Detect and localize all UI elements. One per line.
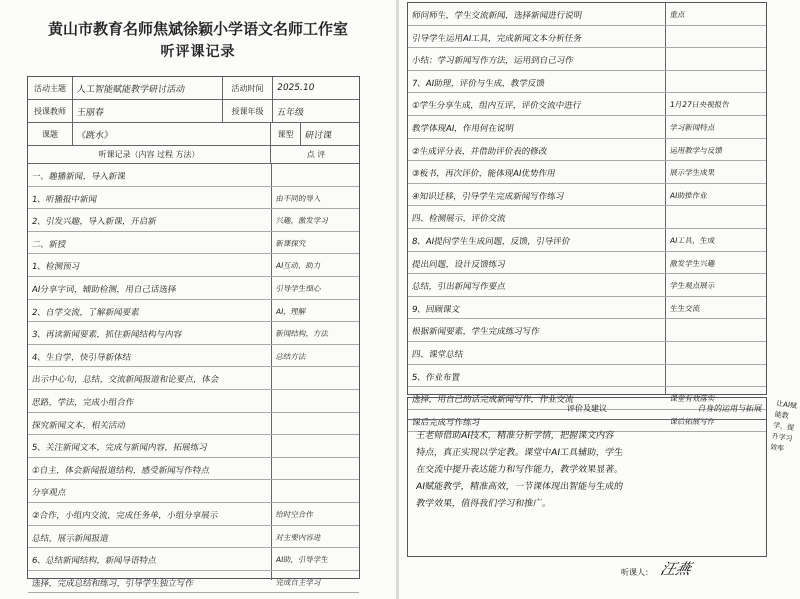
note-line	[28, 458, 359, 481]
form-title: 听评课记录	[160, 44, 236, 60]
note-line	[28, 300, 359, 323]
note-comment: AI互动，助力	[275, 261, 322, 271]
note-line	[28, 277, 359, 300]
note-text: 选择，用自己的话完成新闻写作，作业交流	[411, 395, 575, 406]
value-teacher: 王丽春	[76, 107, 105, 118]
note-text: 总结，展示新闻报道	[31, 533, 110, 544]
note-comment: 兴趣，激发学习	[275, 216, 330, 226]
eval-line: 在交流中提升表达能力和写作能力，教学效果显著。	[415, 465, 624, 475]
note-text: 根据新闻要素，学生完成练习写作	[411, 327, 541, 338]
note-text: 二、新授	[31, 239, 67, 250]
note-text: 5、作业布置	[411, 372, 461, 383]
right-page	[399, 0, 800, 599]
note-comment: 激发学生兴趣	[669, 258, 716, 268]
note-line	[28, 232, 359, 255]
notes-area	[28, 164, 359, 589]
note-line	[28, 413, 359, 436]
note-text: 小结：学习新闻写作方法，运用到自己习作	[411, 56, 575, 67]
note-line	[408, 342, 766, 365]
note-comment: 运用教学与反馈	[669, 145, 724, 155]
note-text: 思路，学法，完成小组合作	[31, 397, 135, 408]
note-comment: 新课探究	[275, 238, 307, 248]
label-lesson: 课题	[28, 123, 73, 145]
value-time-cell	[273, 77, 361, 99]
value-grade: 五年级	[276, 107, 305, 118]
note-line	[408, 93, 766, 116]
note-comment: AI工具，生成	[669, 235, 716, 245]
value-lesson-cell	[73, 123, 271, 145]
row-lesson	[28, 123, 359, 146]
note-comment: 由不同的导入	[275, 193, 322, 203]
note-text: 探究新闻文本，相关活动	[31, 420, 127, 431]
note-line	[408, 229, 766, 252]
note-text: AI分享字词，辅助检测，用自己话选择	[31, 284, 177, 295]
note-text: 一、趣播新闻，导入新课	[31, 172, 127, 182]
note-text: 2、引发兴趣，导入新课，开启新	[31, 217, 157, 228]
note-text: 4、生自学，快引导新体结	[31, 352, 132, 363]
value-teacher-cell	[73, 100, 223, 122]
left-notes-list	[28, 164, 359, 593]
label-teacher: 授课教师	[28, 100, 73, 122]
note-line	[28, 503, 359, 526]
label-type: 课型	[271, 123, 301, 145]
note-comment: 重点	[669, 10, 686, 19]
note-comment: 给时空合作	[275, 509, 315, 519]
note-text: 分享观点	[31, 488, 67, 499]
note-comment: 学习新闻特点	[669, 122, 716, 132]
note-comment: 完成自主学习	[275, 577, 322, 587]
label-grade: 授课年级	[223, 100, 273, 122]
note-line	[28, 548, 359, 571]
value-type-cell	[301, 123, 361, 145]
row-record-headers	[28, 146, 359, 164]
note-text: 课后完成写作练习	[411, 417, 481, 428]
note-text: 总结，引出新闻写作要点	[411, 282, 507, 293]
evaluation-box	[407, 397, 767, 557]
right-notes-list	[408, 3, 766, 432]
note-line	[408, 71, 766, 94]
value-type: 研讨课	[304, 130, 333, 141]
note-text: 8、AI提问学生生成问题，反馈，引导评价	[411, 236, 571, 247]
listener-label: 听课人：	[621, 568, 653, 577]
note-comment: AI，理解	[275, 306, 307, 316]
note-text: 提出问题，设计反馈练习	[411, 259, 507, 270]
eval-line: AI赋能教学，精准高效，一节课体现出智能与生成的	[415, 482, 624, 492]
row-topic	[28, 77, 359, 100]
note-comment: 课堂有效落实	[669, 394, 716, 404]
note-comment: 课后拓展写作	[669, 416, 716, 426]
note-text: 1、检测预习	[31, 262, 81, 273]
note-line	[408, 319, 766, 342]
eval-line: 王老师借助AI技术，精准分析学情，把握课文内容	[415, 431, 615, 441]
note-text: ①自主，体会新闻报道结构，感受新闻写作特点	[31, 465, 211, 476]
left-page	[0, 0, 396, 599]
org-title: 黄山市教育名师焦斌徐颖小学语文名师工作室	[47, 20, 348, 38]
value-grade-cell	[273, 100, 361, 122]
note-comment: 1月27日央视报告	[669, 100, 730, 110]
note-text: ③板书，再次评价，能体现AI优势作用	[411, 169, 557, 180]
note-line	[28, 435, 359, 458]
note-line	[408, 139, 766, 162]
note-line	[28, 480, 359, 503]
value-time: 2025.10	[276, 83, 315, 93]
note-comment: AI助，引导学生	[275, 555, 329, 565]
note-comment: 对主要内容进	[275, 532, 322, 542]
note-line	[408, 3, 766, 26]
note-line	[408, 48, 766, 71]
value-topic: 人工智能赋能教学研讨活动	[76, 84, 186, 95]
note-line	[28, 187, 359, 210]
value-lesson: 《跳水》	[76, 130, 114, 141]
lesson-record-table	[27, 76, 360, 589]
eval-header-note: 自身的运用与拓展	[697, 404, 763, 413]
eval-header-label: 评价及建议	[567, 404, 607, 413]
note-line	[28, 254, 359, 277]
note-comment: 生生交流	[669, 303, 701, 313]
note-line	[408, 297, 766, 320]
note-text: 四、课堂总结	[411, 349, 464, 360]
comment-header: 点 评	[306, 150, 326, 159]
eval-line: 特点，真正实现以学定教。课堂中AI工具辅助，学生	[415, 448, 624, 458]
margin-note: 让AI赋能教学，提升学习效率	[769, 399, 798, 453]
note-line	[408, 252, 766, 275]
note-line	[28, 526, 359, 549]
note-comment: 引导学生细心	[275, 283, 322, 293]
note-text: 7、AI助理，评价与生成，教学反馈	[411, 78, 546, 89]
note-text: 3、再读新闻要素，抓住新闻结构与内容	[31, 330, 183, 341]
label-topic: 活动主题	[28, 77, 73, 99]
note-comment: 总结方法	[275, 351, 307, 361]
note-comment: 学生观点展示	[669, 281, 716, 291]
note-line	[408, 184, 766, 207]
note-text: 1、听播报中新闻	[31, 194, 98, 205]
eval-line: 教学效果，值得我们学习和推广。	[415, 499, 552, 509]
note-line	[408, 365, 766, 388]
listener-signature: 汪燕	[658, 560, 694, 578]
note-text: ①学生分享生成，组内互评，评价交流中进行	[411, 101, 582, 112]
note-text: 选择，完成总结和练习，引导学生独立写作	[31, 578, 195, 589]
note-line	[28, 390, 359, 413]
note-comment: 新闻结构，方法	[275, 329, 330, 339]
note-line	[408, 206, 766, 229]
note-line	[28, 571, 359, 594]
note-text: 9、回顾课文	[411, 304, 461, 315]
note-line	[408, 161, 766, 184]
note-line	[28, 209, 359, 232]
note-text: 出示中心句，总结，交流新闻报道和论要点，体会	[31, 375, 220, 386]
note-text: 引导学生运用AI工具，完成新闻文本分析任务	[411, 33, 583, 44]
note-line	[28, 164, 359, 187]
note-comment: 展示学生成果	[669, 168, 716, 178]
note-line	[408, 116, 766, 139]
note-text: 5、关注新闻文本，完成与新闻内容，拓展练习	[31, 443, 208, 454]
note-line	[28, 322, 359, 345]
note-line	[28, 367, 359, 390]
record-header: 听课记录（内容 过程 方法）	[28, 146, 271, 163]
row-teacher	[28, 100, 359, 123]
note-text: 师问师生，学生交流新闻，选择新闻进行说明	[411, 11, 583, 21]
note-text: 教学体现AI，作用何在说明	[411, 123, 515, 134]
label-time: 活动时间	[223, 77, 273, 99]
note-text: ④知识迁移，引导学生完成新闻写作练习	[411, 191, 565, 202]
note-comment: AI助推作业	[669, 190, 708, 200]
eval-header	[408, 398, 766, 420]
note-text: 四、检测展示，评价交流	[411, 214, 507, 225]
note-line	[28, 345, 359, 368]
note-text: ②生成评分表，并借助评价表的修改	[411, 146, 548, 157]
value-topic-cell	[73, 77, 223, 99]
note-line	[408, 26, 766, 49]
note-line	[408, 274, 766, 297]
note-text: ②合作，小组内交流，完成任务单，小组分享展示	[31, 510, 219, 521]
note-text: 2、自学交流，了解新闻要素	[31, 307, 140, 318]
eval-text	[416, 428, 761, 513]
note-text: 6、总结新闻结构，新闻导语特点	[31, 556, 157, 567]
